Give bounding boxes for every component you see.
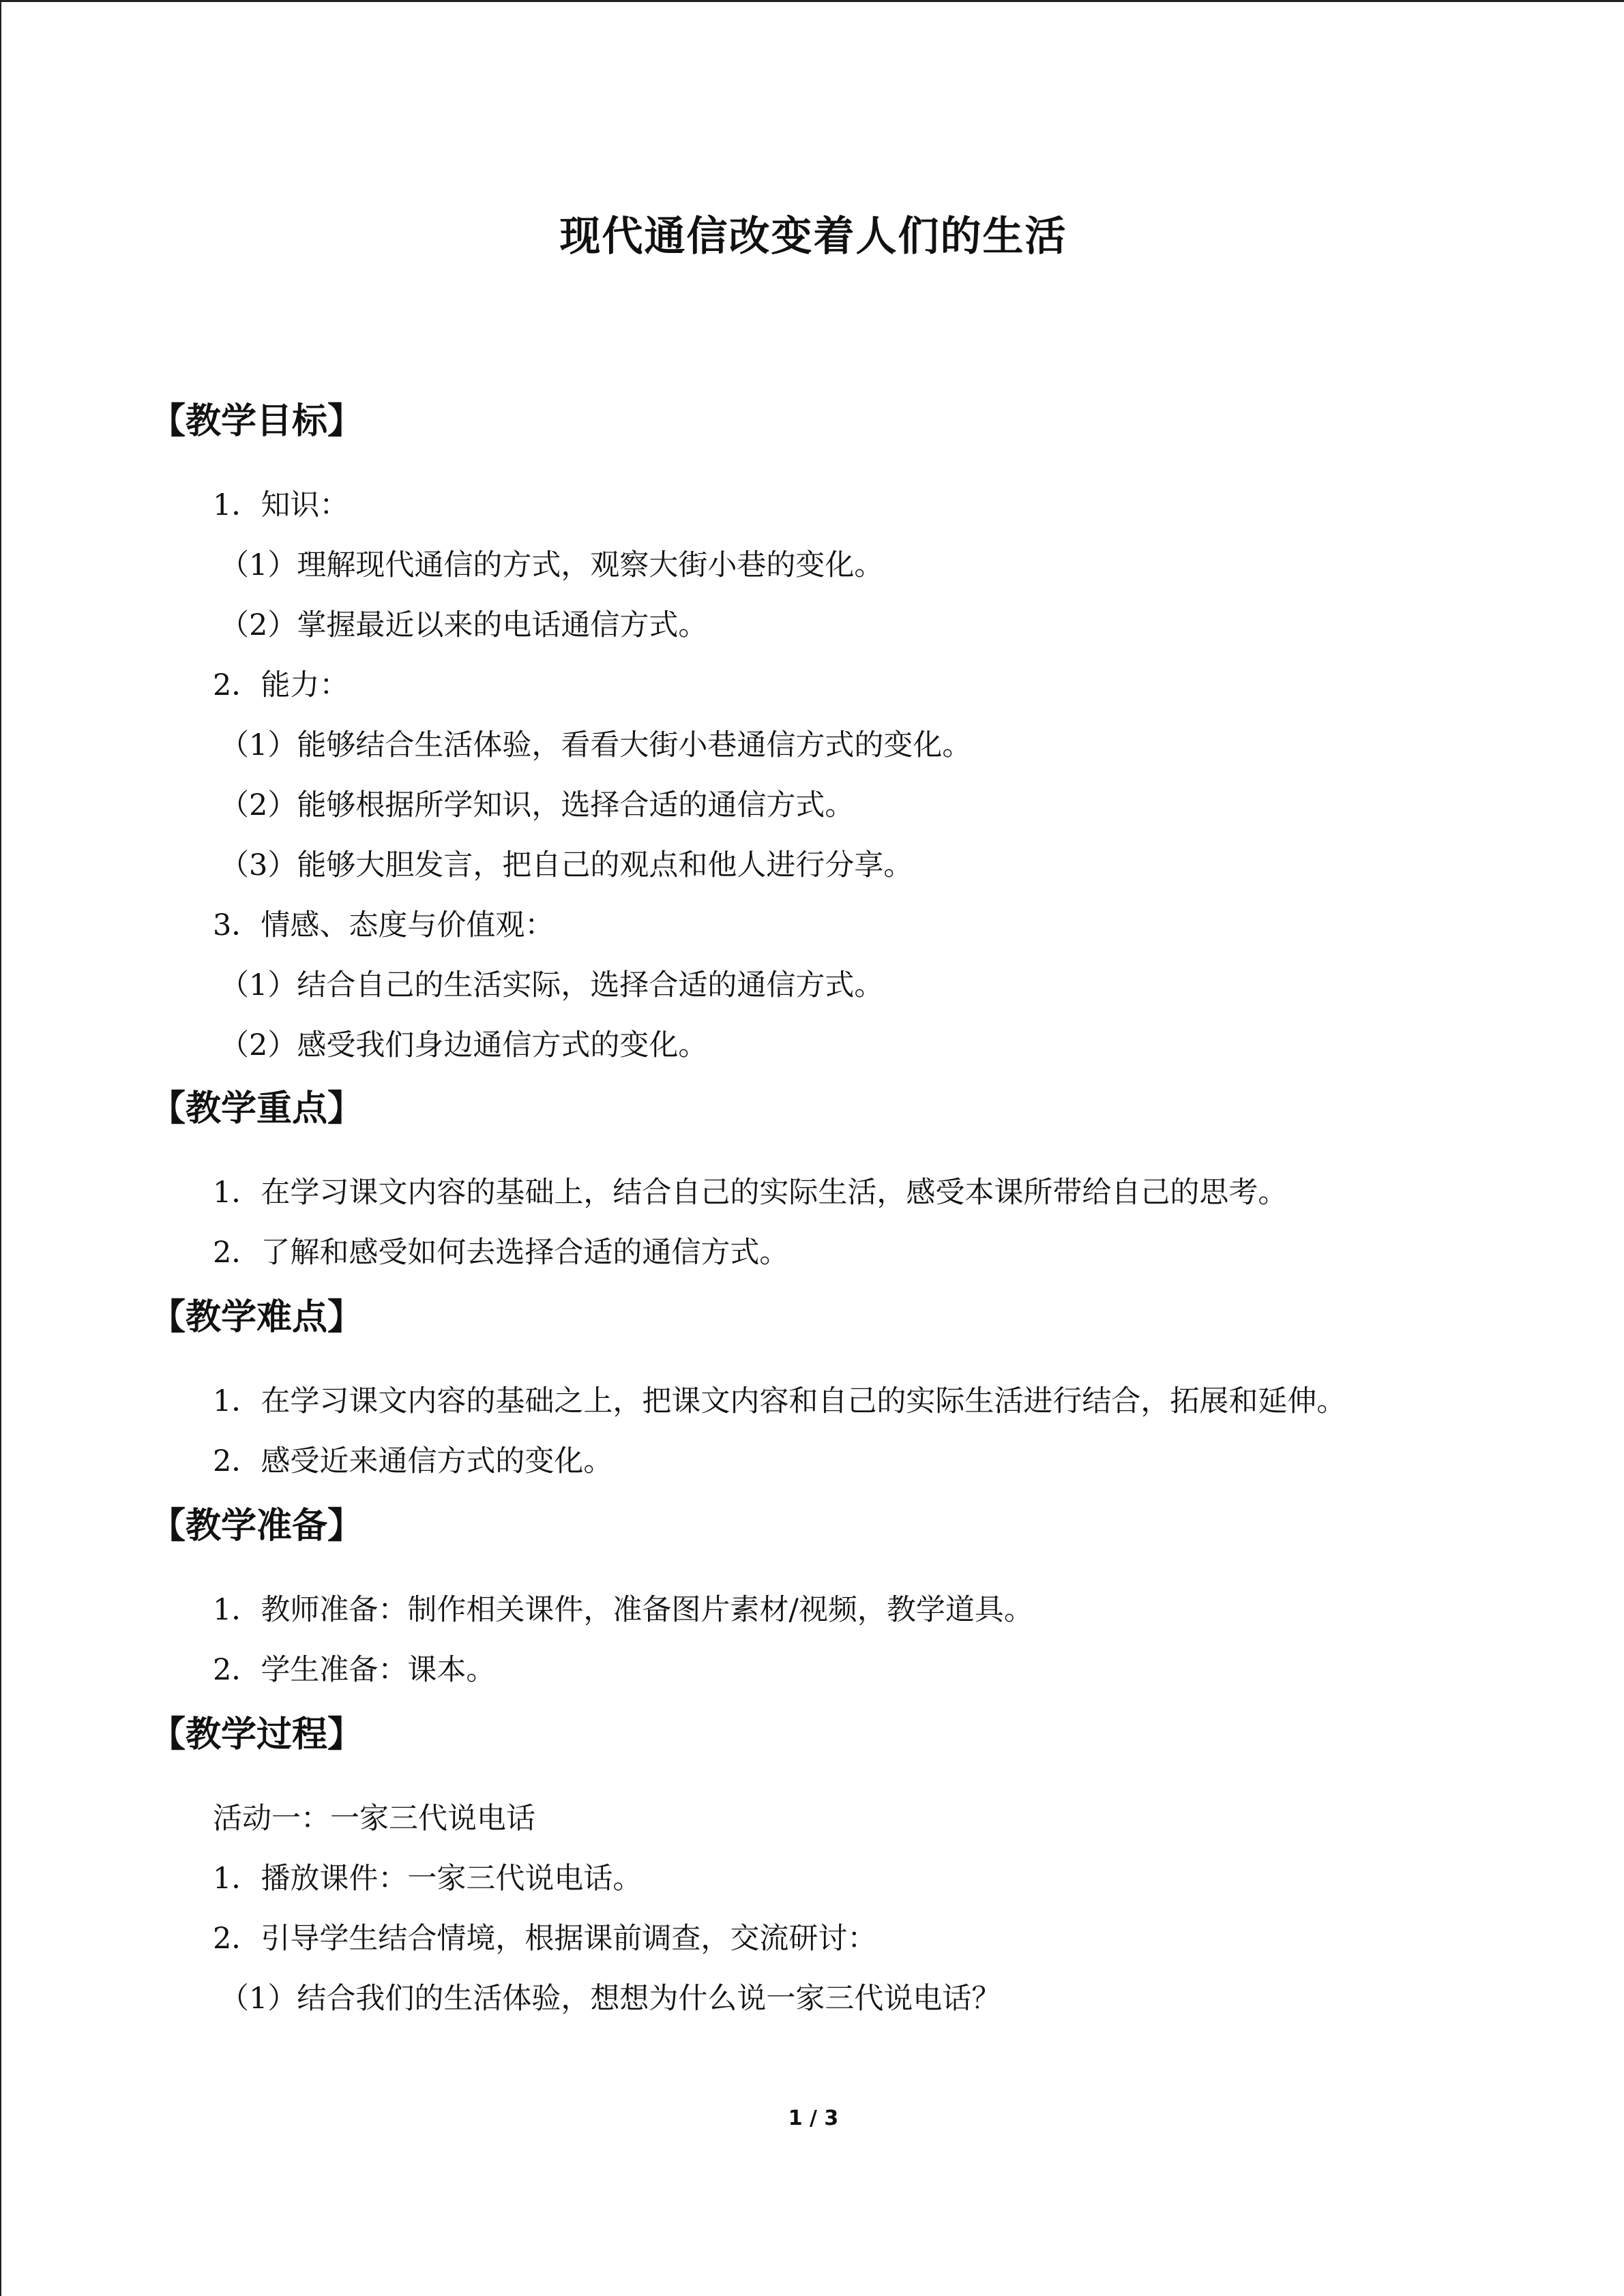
difficulty-item: 2．感受近来通信方式的变化。	[213, 1444, 613, 1478]
process-item: 2．引导学生结合情境，根据课前调查，交流研讨：	[213, 1922, 877, 1956]
document-title: 现代通信改变着人们的生活	[559, 213, 1067, 260]
process-sub-item: （1）结合我们的生活体验，想想为什么说一家三代说电话？	[220, 1982, 1001, 2016]
objective-ability-item: （1）能够结合生活体验，看看大街小巷通信方式的变化。	[220, 728, 972, 762]
objective-emotion-item: （1）结合自己的生活实际，选择合适的通信方式。	[220, 968, 884, 1002]
section-heading-difficulties: 【教学难点】	[150, 1296, 364, 1338]
preparation-item: 1．教师准备：制作相关课件，准备图片素材/视频，教学道具。	[213, 1593, 1033, 1627]
section-heading-objectives: 【教学目标】	[150, 400, 364, 442]
key-point-item: 2．了解和感受如何去选择合适的通信方式。	[213, 1236, 789, 1270]
objective-emotion-label: 3．情感、态度与价值观：	[213, 908, 555, 942]
objective-ability-item: （2）能够根据所学知识，选择合适的通信方式。	[220, 788, 855, 822]
section-heading-preparation: 【教学准备】	[150, 1505, 364, 1547]
section-heading-key-points: 【教学重点】	[150, 1088, 364, 1129]
objective-knowledge-label: 1．知识：	[213, 488, 349, 522]
objective-knowledge-item: （2）掌握最近以来的电话通信方式。	[220, 608, 708, 642]
section-heading-process: 【教学过程】	[150, 1714, 364, 1755]
key-point-item: 1．在学习课文内容的基础上，结合自己的实际生活，感受本课所带给自己的思考。	[213, 1176, 1288, 1210]
process-activity-title: 活动一：一家三代说电话	[213, 1802, 535, 1836]
process-item: 1．播放课件：一家三代说电话。	[213, 1862, 643, 1896]
objective-knowledge-item: （1）理解现代通信的方式，观察大街小巷的变化。	[220, 548, 884, 582]
page-number: 1 / 3	[788, 2106, 839, 2130]
difficulty-item: 1．在学习课文内容的基础之上，把课文内容和自己的实际生活进行结合，拓展和延伸。	[213, 1384, 1346, 1418]
objective-emotion-item: （2）感受我们身边通信方式的变化。	[220, 1028, 708, 1062]
objective-ability-label: 2．能力：	[213, 668, 349, 702]
preparation-item: 2．学生准备：课本。	[213, 1653, 496, 1687]
objective-ability-item: （3）能够大胆发言，把自己的观点和他人进行分享。	[220, 848, 913, 882]
